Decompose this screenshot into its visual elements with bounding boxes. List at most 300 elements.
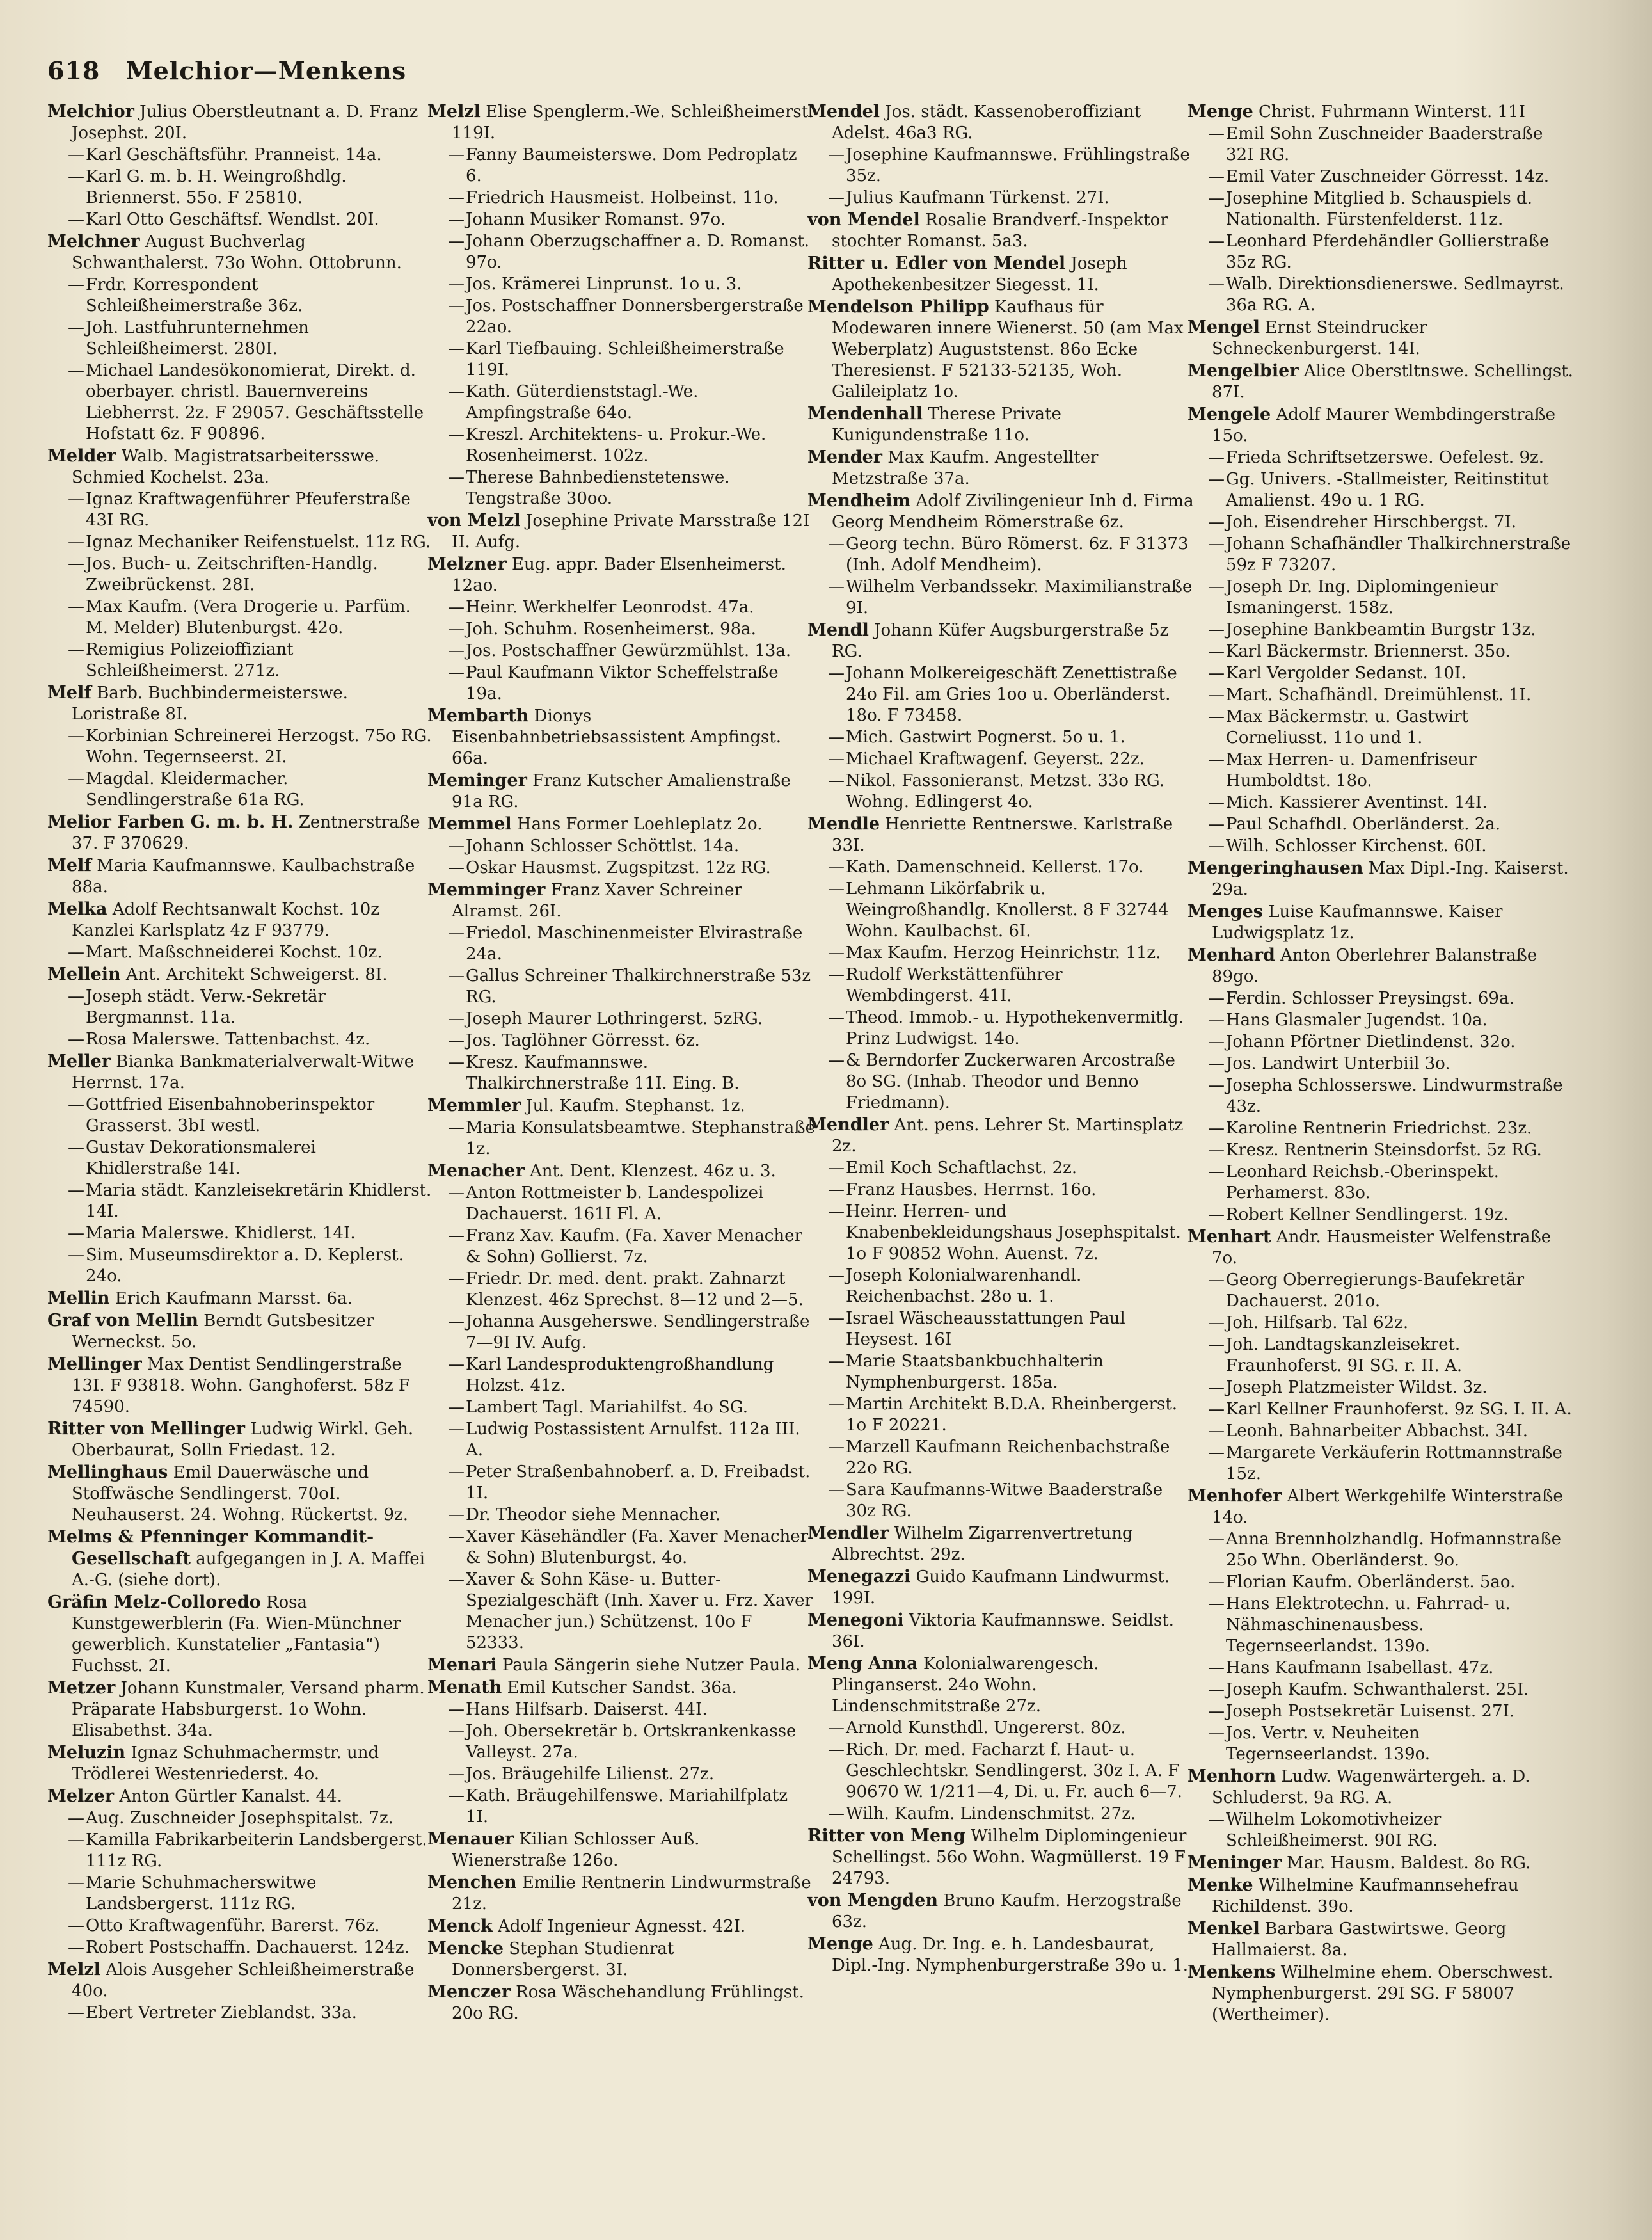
directory-entry	[807, 620, 1195, 662]
entry-surname: Menath	[427, 1677, 502, 1697]
entry-text: Ignaz Kraftwagenführer Pfeuferstraße 43I RG.	[86, 490, 411, 530]
entry-text: Lehmann Likörfabrik u. Weingroßhandlg. Knollerst. 8 F 32744 Wohn. Kaulbachst. 6I.	[846, 879, 1169, 941]
entry-dash: —	[1208, 124, 1225, 143]
directory-entry	[807, 1933, 1195, 1976]
directory-entry	[1187, 1594, 1575, 1657]
directory-entry	[427, 1095, 815, 1117]
entry-text: Kath. Güterdienststagl.-We. Ampfingstraße 64o.	[466, 382, 699, 422]
entry-text: Josephine Kaufmannswe. Frühlingstraße 35z.	[846, 145, 1190, 186]
entry-text: Johann Schafhändler Thalkirchnerstraße 59z F 73207.	[1226, 534, 1571, 575]
entry-surname: Menauer	[427, 1829, 514, 1849]
entry-surname: Melka	[47, 899, 107, 919]
directory-entry	[47, 1959, 435, 2002]
entry-dash: —	[448, 1722, 465, 1741]
entry-text: Karl Bäckermstr. Briennerst. 35o.	[1226, 642, 1511, 661]
entry-dash: —	[1208, 1680, 1225, 1699]
directory-entry	[1187, 641, 1575, 662]
entry-surname: von Mengden	[807, 1891, 938, 1910]
directory-entry	[1187, 685, 1575, 706]
directory-entry	[1187, 988, 1575, 1009]
directory-entry	[427, 1938, 815, 1981]
entry-surname: Menhart	[1187, 1227, 1271, 1247]
entry-text: Max Dipl.-Ing. Kaiserst. 29a.	[1212, 859, 1569, 899]
directory-entry	[1187, 1809, 1575, 1852]
directory-entry	[47, 855, 435, 898]
directory-entry	[47, 2003, 435, 2024]
entry-dash: —	[1208, 1724, 1225, 1743]
entry-dash: —	[1208, 232, 1225, 251]
entry-text: Gustav Dekorationsmalerei Khidlerstraße 14I.	[86, 1138, 316, 1178]
entry-text: Korbinian Schreinerei Herzogst. 75o RG. Wohn. Tegernseerst. 2I.	[86, 726, 432, 767]
entry-dash: —	[828, 943, 845, 963]
entry-surname: Menegazzi	[807, 1567, 911, 1587]
entry-dash: —	[448, 1226, 465, 1245]
entry-text: Nikol. Fassonieranst. Metzst. 33o RG. Wohng. Edlingerst 4o.	[846, 771, 1165, 812]
entry-dash: —	[1208, 189, 1225, 208]
directory-entry	[1187, 836, 1575, 857]
entry-surname: Menhard	[1187, 945, 1275, 965]
entry-surname: Menkel	[1187, 1919, 1260, 1939]
directory-entry	[807, 1308, 1195, 1350]
entry-text: Friedrich Hausmeist. Holbeinst. 11o.	[466, 188, 779, 207]
entry-text: Jos. Postschaffner Gewürzmühlst. 13a.	[466, 641, 791, 660]
entry-text: Henriette Rentnerswe. Karlstraße 33I.	[832, 815, 1173, 855]
entry-text: Michael Kraftwagenf. Geyerst. 22z.	[846, 749, 1145, 769]
entry-dash: —	[448, 1183, 465, 1203]
directory-entry	[427, 510, 815, 553]
entry-dash: —	[1208, 1658, 1225, 1677]
entry-text: Emilie Rentnerin Lindwurmstraße 21z.	[452, 1873, 811, 1914]
entry-surname: Melder	[47, 446, 116, 466]
directory-entry	[807, 1394, 1195, 1436]
entry-surname: Mendheim	[807, 491, 911, 511]
directory-entry	[47, 166, 435, 209]
entry-dash: —	[828, 145, 845, 164]
entry-surname: Melms & Pfenninger Kommandit-Gesellschaft	[47, 1527, 374, 1569]
entry-surname: von Mendel	[807, 210, 920, 230]
entry-surname: Menge	[807, 1934, 873, 1954]
entry-dash: —	[1208, 1702, 1225, 1721]
directory-entry	[47, 1937, 435, 1958]
directory-entry	[47, 489, 435, 531]
directory-entry	[47, 1310, 435, 1353]
directory-entry	[427, 188, 815, 209]
entry-dash: —	[1208, 815, 1225, 834]
entry-text: Johann Musiker Romanst. 97o.	[466, 210, 726, 229]
entry-text: Maria Malerswe. Khidlerst. 14I.	[86, 1224, 356, 1243]
entry-dash: —	[828, 188, 845, 207]
directory-entry	[47, 1418, 435, 1461]
entry-dash: —	[828, 1202, 845, 1221]
entry-text: Leonhard Reichsb.-Oberinspekt. Perhamerst. 83o.	[1226, 1162, 1499, 1203]
directory-entry	[1187, 469, 1575, 511]
directory-entry	[47, 596, 435, 639]
entry-dash: —	[68, 1181, 84, 1200]
entry-dash: —	[828, 1437, 845, 1457]
directory-entry	[47, 1137, 435, 1180]
entry-dash: —	[68, 1138, 84, 1157]
entry-text: Paul Schafhdl. Oberländerst. 2a.	[1226, 815, 1501, 834]
directory-entry	[427, 424, 815, 467]
entry-text: Andr. Hausmeister Welfenstraße 7o.	[1212, 1228, 1552, 1268]
entry-dash: —	[448, 1398, 465, 1417]
entry-text: Arnold Kunsthdl. Ungererst. 80z.	[846, 1718, 1126, 1738]
entry-text: Ludwig Wirkl. Geh. Oberbaurat, Solln Friedast. 12.	[72, 1420, 414, 1460]
directory-entry	[427, 1117, 815, 1160]
directory-entry	[807, 1351, 1195, 1393]
entry-text: Ludw. Wagenwärtergeh. a. D. Schluderst. 9a RG. A.	[1212, 1767, 1530, 1807]
entry-dash: —	[448, 1462, 465, 1482]
entry-text: Max Kaufm. Herzog Heinrichstr. 11z.	[846, 943, 1161, 963]
entry-dash: —	[68, 554, 84, 573]
entry-dash: —	[828, 577, 845, 596]
entry-dash: —	[448, 468, 465, 487]
entry-dash: —	[448, 275, 465, 294]
entry-text: Jul. Kaufm. Stephanst. 1z.	[526, 1096, 745, 1116]
entry-text: Heinr. Herren- und Knabenbekleidungshaus Josephspitalst. 1o F 90852 Wohn. Auenst. 7z.	[846, 1202, 1181, 1263]
directory-entry	[427, 1397, 815, 1418]
entry-text: Wilhelmine ehem. Oberschwest. Nymphenburgerst. 29I SG. F 58007 (Wertheimer).	[1212, 1963, 1553, 2024]
entry-dash: —	[828, 749, 845, 769]
entry-text: Emil Koch Schaftlachst. 2z.	[846, 1158, 1077, 1178]
directory-entry	[427, 231, 815, 273]
entry-text: Remigius Polizeioffiziant Schleißheimerst. 271z.	[86, 640, 294, 680]
directory-entry	[47, 1830, 435, 1872]
directory-entry	[427, 1981, 815, 2024]
directory-entry	[47, 275, 435, 317]
entry-dash: —	[448, 1700, 465, 1719]
entry-dash: —	[448, 1420, 465, 1439]
directory-entry	[47, 1223, 435, 1244]
directory-entry	[807, 1437, 1195, 1479]
entry-surname: Melf	[47, 856, 91, 876]
entry-text: Max Kaufm. Angestellter Metzstraße 37a.	[832, 448, 1099, 488]
entry-text: Hans Kaufmann Isabellast. 47z.	[1226, 1658, 1494, 1677]
entry-dash: —	[1208, 470, 1225, 489]
entry-surname: Mencke	[427, 1939, 504, 1958]
directory-entry	[427, 1311, 815, 1354]
entry-dash: —	[828, 1051, 845, 1070]
entry-dash: —	[828, 534, 845, 554]
directory-entry	[1187, 1443, 1575, 1485]
entry-text: Julius Kaufmann Türkenst. 27I.	[846, 188, 1109, 207]
directory-entry	[427, 1354, 815, 1396]
directory-entry	[1187, 447, 1575, 468]
directory-entry	[47, 101, 435, 144]
entry-text: Karl Landesproduktengroßhandlung Holzst. 41z.	[466, 1355, 774, 1395]
directory-entry	[427, 813, 815, 835]
directory-entry	[807, 813, 1195, 856]
directory-entry	[1187, 512, 1575, 533]
directory-entry	[427, 1052, 815, 1094]
entry-dash: —	[1208, 1076, 1225, 1095]
directory-entry	[427, 879, 815, 922]
entry-text: Wilhelm Zigarrenvertretung Albrechtst. 29z.	[832, 1524, 1133, 1564]
entry-text: Friedr. Dr. med. dent. prakt. Zahnarzt Klenzest. 46z Sprechst. 8—12 und 2—5.	[466, 1269, 804, 1309]
directory-entry	[1187, 1075, 1575, 1117]
directory-entry	[1187, 858, 1575, 900]
directory-entry	[47, 1288, 435, 1309]
entry-surname: Melzer	[47, 1786, 115, 1806]
entry-text: Mar. Hausm. Baldest. 8o RG.	[1287, 1853, 1531, 1873]
entry-dash: —	[448, 663, 465, 682]
directory-entry	[427, 1030, 815, 1052]
directory-entry	[1187, 1529, 1575, 1571]
entry-text: Adolf Zivilingenieur Inh d. Firma Georg Mendheim Römerstraße 6z.	[832, 492, 1194, 532]
entry-surname: Menari	[427, 1655, 497, 1675]
entry-dash: —	[448, 339, 465, 358]
directory-entry	[807, 943, 1195, 964]
entry-dash: —	[1208, 1032, 1225, 1052]
entry-text: Rich. Dr. med. Facharzt f. Haut- u. Geschlechtskr. Sendlingerst. 30z I. A. F 90670 W. 1/211—4, Di. u. Fr. auch 6—7.	[846, 1740, 1182, 1802]
entry-text: Gg. Univers. -Stallmeister, Reitinstitut Amalienst. 49o u. 1 RG.	[1226, 470, 1549, 510]
entry-dash: —	[1208, 1810, 1225, 1829]
entry-dash: —	[68, 1245, 84, 1265]
entry-dash: —	[1208, 1421, 1225, 1441]
entry-text: Frieda Schriftsetzerswe. Oefelest. 9z.	[1226, 448, 1544, 467]
entry-dash: —	[1208, 707, 1225, 726]
entry-dash: —	[828, 1180, 845, 1199]
directory-entry	[807, 1007, 1195, 1050]
directory-entry	[807, 188, 1195, 209]
entry-surname: Menke	[1187, 1875, 1253, 1895]
entry-dash: —	[1208, 275, 1225, 294]
entry-text: Joh. Obersekretär b. Ortskrankenkasse Valleyst. 27a.	[466, 1722, 797, 1762]
directory-entry	[47, 360, 435, 445]
entry-dash: —	[448, 966, 465, 986]
entry-text: Rosa Malerswe. Tattenbachst. 4z.	[86, 1030, 370, 1049]
entry-text: Therese Bahnbedienstetenswe. Tengstraße 30oo.	[466, 468, 730, 508]
entry-text: Stephan Studienrat Donnersbergerst. 3I.	[452, 1939, 674, 1980]
entry-text: Michael Landesökonomierat, Direkt. d. oberbayer. christl. Bauernvereins Liebherrst. 2z. F 29057. Geschäftsstelle Hofstatt 6z. F 90896.	[86, 361, 424, 444]
directory-entry	[47, 899, 435, 941]
entry-text: Anton Rottmeister b. Landespolizei Dachauerst. 161I Fl. A.	[466, 1183, 764, 1224]
directory-entry	[807, 727, 1195, 748]
entry-dash: —	[68, 1030, 84, 1049]
directory-entry	[807, 1158, 1195, 1179]
directory-entry	[1187, 231, 1575, 273]
entry-surname: Melchior	[47, 102, 134, 122]
directory-entry	[1187, 101, 1575, 123]
entry-text: Wilh. Kaufm. Lindenschmitst. 27z.	[846, 1804, 1136, 1823]
entry-text: Rudolf Werkstättenführer Wembdingerst. 41I.	[846, 965, 1063, 1005]
entry-dash: —	[448, 188, 465, 207]
directory-entry	[427, 1569, 815, 1654]
directory-entry	[1187, 1875, 1575, 1917]
directory-entry	[1187, 663, 1575, 684]
entry-text: Jos. Buch- u. Zeitschriften-Handlg. Zweibrückenst. 28I.	[86, 554, 378, 595]
entry-surname: Mengeringhausen	[1187, 858, 1363, 878]
entry-text: Karl Kellner Fraunhoferst. 9z SG. I. II. A.	[1226, 1400, 1572, 1419]
entry-surname: Menczer	[427, 1982, 511, 2002]
entry-text: Anton Gürtler Kanalst. 44.	[119, 1787, 342, 1806]
entry-text: Friedol. Maschinenmeister Elvirastraße 24a.	[466, 924, 803, 964]
entry-text: Johann Kunstmaler, Versand pharm. Präparate Habsburgerst. 1o Wohn. Elisabethst. 34a.	[72, 1679, 425, 1740]
entry-dash: —	[1208, 664, 1225, 683]
entry-surname: Memminger	[427, 880, 546, 900]
entry-dash: —	[1208, 1572, 1225, 1592]
entry-dash: —	[448, 1118, 465, 1137]
directory-entry	[1187, 814, 1575, 835]
entry-text: Rosalie Brandverf.-Inspektor stochter Romanst. 5a3.	[832, 211, 1168, 251]
entry-text: Kresz. Kaufmannswe. Thalkirchnerstraße 11I. Eing. B.	[466, 1053, 740, 1093]
entry-dash: —	[1208, 1530, 1225, 1549]
entry-text: Ferdin. Schlosser Preysingst. 69a.	[1226, 989, 1514, 1008]
entry-text: Joseph Postsekretär Luisenst. 27I.	[1226, 1702, 1515, 1721]
entry-dash: —	[448, 1764, 465, 1784]
entry-text: Wilhelm Diplomingenieur Schellingst. 56o Wohn. Wagmüllerst. 19 F 24793.	[832, 1827, 1187, 1888]
entry-dash: —	[828, 1352, 845, 1371]
directory-entry	[1187, 1399, 1575, 1420]
directory-entry	[427, 597, 815, 618]
entry-text: Ant. Architekt Schweigerst. 8I.	[125, 965, 388, 984]
directory-entry	[47, 1742, 435, 1785]
entry-text: Mich. Kassierer Aventinst. 14I.	[1226, 793, 1488, 812]
directory-entry	[427, 1764, 815, 1785]
directory-entry	[427, 662, 815, 705]
directory-entry	[807, 577, 1195, 619]
directory-entry	[427, 836, 815, 857]
entry-text: Julius Oberstleutnant a. D. Franz Josephst. 20I.	[72, 102, 418, 143]
directory-entry	[427, 296, 815, 338]
entry-text: Emil Sohn Zuschneider Baaderstraße 32I RG.	[1226, 124, 1543, 164]
entry-text: Lambert Tagl. Mariahilfst. 4o SG.	[466, 1398, 748, 1417]
entry-dash: —	[1208, 836, 1225, 856]
entry-text: Theod. Immob.- u. Hypothekenvermitlg. Prinz Ludwigst. 14o.	[846, 1008, 1184, 1048]
entry-text: Berndt Gutsbesitzer Werneckst. 5o.	[72, 1311, 374, 1352]
entry-text: Johanna Ausgeherswe. Sendlingerstraße 7—9I IV. Aufg.	[466, 1312, 810, 1352]
directory-entry	[47, 317, 435, 360]
entry-surname: Mellinger	[47, 1354, 142, 1374]
entry-text: Erich Kaufmann Marsst. 6a.	[115, 1289, 353, 1308]
directory-entry	[807, 1890, 1195, 1933]
entry-text: Jos. Vertr. v. Neuheiten Tegernseerlandst. 139o.	[1226, 1724, 1431, 1764]
directory-entry	[47, 769, 435, 811]
entry-text: Kamilla Fabrikarbeiterin Landsbergerst. 111z RG.	[86, 1830, 427, 1871]
entry-dash: —	[1208, 1011, 1225, 1030]
directory-entry	[427, 858, 815, 879]
entry-text: Israel Wäscheausstattungen Paul Heysest. 16I	[846, 1309, 1125, 1349]
entry-text: Joh. Lastfuhrunternehmen Schleißheimerst. 280I.	[86, 318, 309, 358]
entry-text: Hans Glasmaler Jugendst. 10a.	[1226, 1011, 1488, 1030]
entry-text: Anton Oberlehrer Balanstraße 89go.	[1212, 946, 1537, 986]
entry-text: Walb. Direktionsdienerswe. Sedlmayrst. 36a RG. A.	[1226, 275, 1564, 315]
entry-text: Karl Geschäftsführ. Pranneist. 14a.	[86, 145, 382, 164]
entry-text: Peter Straßenbahnoberf. a. D. Freibadst. 1I.	[466, 1462, 811, 1503]
entry-text: Georg Oberregierungs-Baufekretär Dachauerst. 201o.	[1226, 1270, 1525, 1311]
entry-surname: Menck	[427, 1916, 493, 1936]
directory-entry	[427, 1183, 815, 1225]
entry-text: Paul Kaufmann Viktor Scheffelstraße 19a.	[466, 663, 779, 703]
entry-surname: Mellein	[47, 964, 121, 984]
directory-entry	[47, 1051, 435, 1094]
directory-entry	[427, 1699, 815, 1720]
entry-text: Kilian Schlosser Auß. Wienerstraße 126o.	[452, 1830, 700, 1870]
entry-dash: —	[68, 145, 84, 164]
directory-entry	[427, 339, 815, 381]
directory-entry	[427, 1872, 815, 1915]
entry-dash: —	[448, 145, 465, 164]
directory-entry	[427, 1009, 815, 1030]
entry-text: Maria Konsulatsbeamtwe. Stephanstraße 1z.	[466, 1118, 815, 1158]
directory-entry	[427, 1160, 815, 1182]
directory-entry	[47, 209, 435, 230]
entry-surname: Metzer	[47, 1678, 116, 1698]
entry-text: Rosa Kunstgewerblerin (Fa. Wien-Münchner gewerblich. Kunstatelier „Fantasia“) Fuchsst. 2I.	[72, 1593, 401, 1676]
entry-text: Alois Ausgeher Schleißheimerstraße 40o.	[72, 1960, 415, 2001]
entry-text: Gottfried Eisenbahnoberinspektor Grasserst. 3bI westl.	[86, 1095, 375, 1135]
entry-text: Mart. Schafhändl. Dreimühlenst. 1I.	[1226, 685, 1532, 705]
directory-entry	[807, 1114, 1195, 1157]
directory-entry	[47, 942, 435, 963]
directory-entry	[427, 1226, 815, 1268]
directory-entry	[427, 619, 815, 640]
entry-dash: —	[448, 641, 465, 660]
entry-text: Heinr. Werkhelfer Leonrodst. 47a.	[466, 598, 754, 617]
entry-dash: —	[828, 771, 845, 790]
directory-entry	[427, 1721, 815, 1763]
entry-dash: —	[828, 1740, 845, 1759]
entry-text: Hans Elektrotechn. u. Fahrrad- u. Nähmaschinenausbess. Tegernseerlandst. 139o.	[1226, 1594, 1511, 1656]
entry-dash: —	[1208, 1140, 1225, 1160]
entry-text: Joh. Hilfsarb. Tal 62z.	[1226, 1313, 1409, 1332]
directory-entry	[47, 1180, 435, 1222]
directory-entry	[1187, 792, 1575, 813]
entry-surname: Melzl	[427, 102, 481, 122]
entry-dash: —	[448, 1031, 465, 1050]
entry-dash: —	[1208, 989, 1225, 1008]
entry-dash: —	[68, 726, 84, 746]
directory-entry	[1187, 1701, 1575, 1722]
entry-dash: —	[828, 1718, 845, 1738]
entry-text: Franz Xav. Kaufm. (Fa. Xaver Menacher & Sohn) Gollierst. 7z.	[466, 1226, 802, 1267]
entry-text: Joseph Apothekenbesitzer Siegesst. 1I.	[832, 254, 1127, 294]
entry-text: Wilhelm Verbandssekr. Maximilianstraße 9I.	[846, 577, 1193, 618]
entry-surname: Memmel	[427, 814, 512, 834]
directory-entry	[427, 1916, 815, 1937]
entry-text: Zentnerstraße 37. F 370629.	[72, 813, 420, 853]
entry-text: Ernst Steindrucker Schneckenburgerst. 14I.	[1212, 318, 1427, 358]
directory-entry	[427, 381, 815, 424]
directory-entry	[427, 274, 815, 295]
directory-entry	[1187, 1032, 1575, 1053]
entry-text: Rosa Wäschehandlung Frühlingst. 20o RG.	[452, 1983, 804, 2023]
directory-entry	[807, 663, 1195, 726]
entry-surname: Mendle	[807, 814, 880, 834]
entry-text: Kath. Damenschneid. Kellerst. 17o.	[846, 858, 1144, 877]
entry-dash: —	[448, 1009, 465, 1028]
directory-entry	[427, 209, 815, 230]
running-head: Melchior—Menkens	[125, 56, 407, 85]
directory-entry	[47, 554, 435, 596]
directory-entry	[807, 1718, 1195, 1739]
directory-entry	[1187, 1377, 1575, 1398]
entry-text: Walb. Magistratsarbeitersswe. Schmied Kochelst. 23a.	[72, 447, 380, 487]
entry-surname: Mellin	[47, 1288, 110, 1308]
directory-entry	[1187, 1962, 1575, 2026]
entry-surname: Menhofer	[1187, 1486, 1282, 1506]
directory-entry	[807, 534, 1195, 576]
entry-text: Martin Architekt B.D.A. Rheinbergerst. 1o F 20221.	[846, 1395, 1178, 1435]
entry-text: Xaver & Sohn Käse- u. Butter-Spezialgeschäft (Inh. Xaver u. Frz. Xaver Menacher jun.) Schützenst. 10o F 52333.	[466, 1570, 813, 1652]
entry-text: Mich. Gastwirt Pognerst. 5o u. 1.	[846, 728, 1125, 747]
entry-surname: Mendl	[807, 620, 869, 640]
entry-text: Barbara Gastwirtswe. Georg Hallmaierst. 8a.	[1212, 1919, 1507, 1960]
entry-dash: —	[448, 1570, 465, 1589]
entry-dash: —	[1208, 793, 1225, 812]
entry-dash: —	[448, 1786, 465, 1805]
entry-dash: —	[1208, 448, 1225, 467]
